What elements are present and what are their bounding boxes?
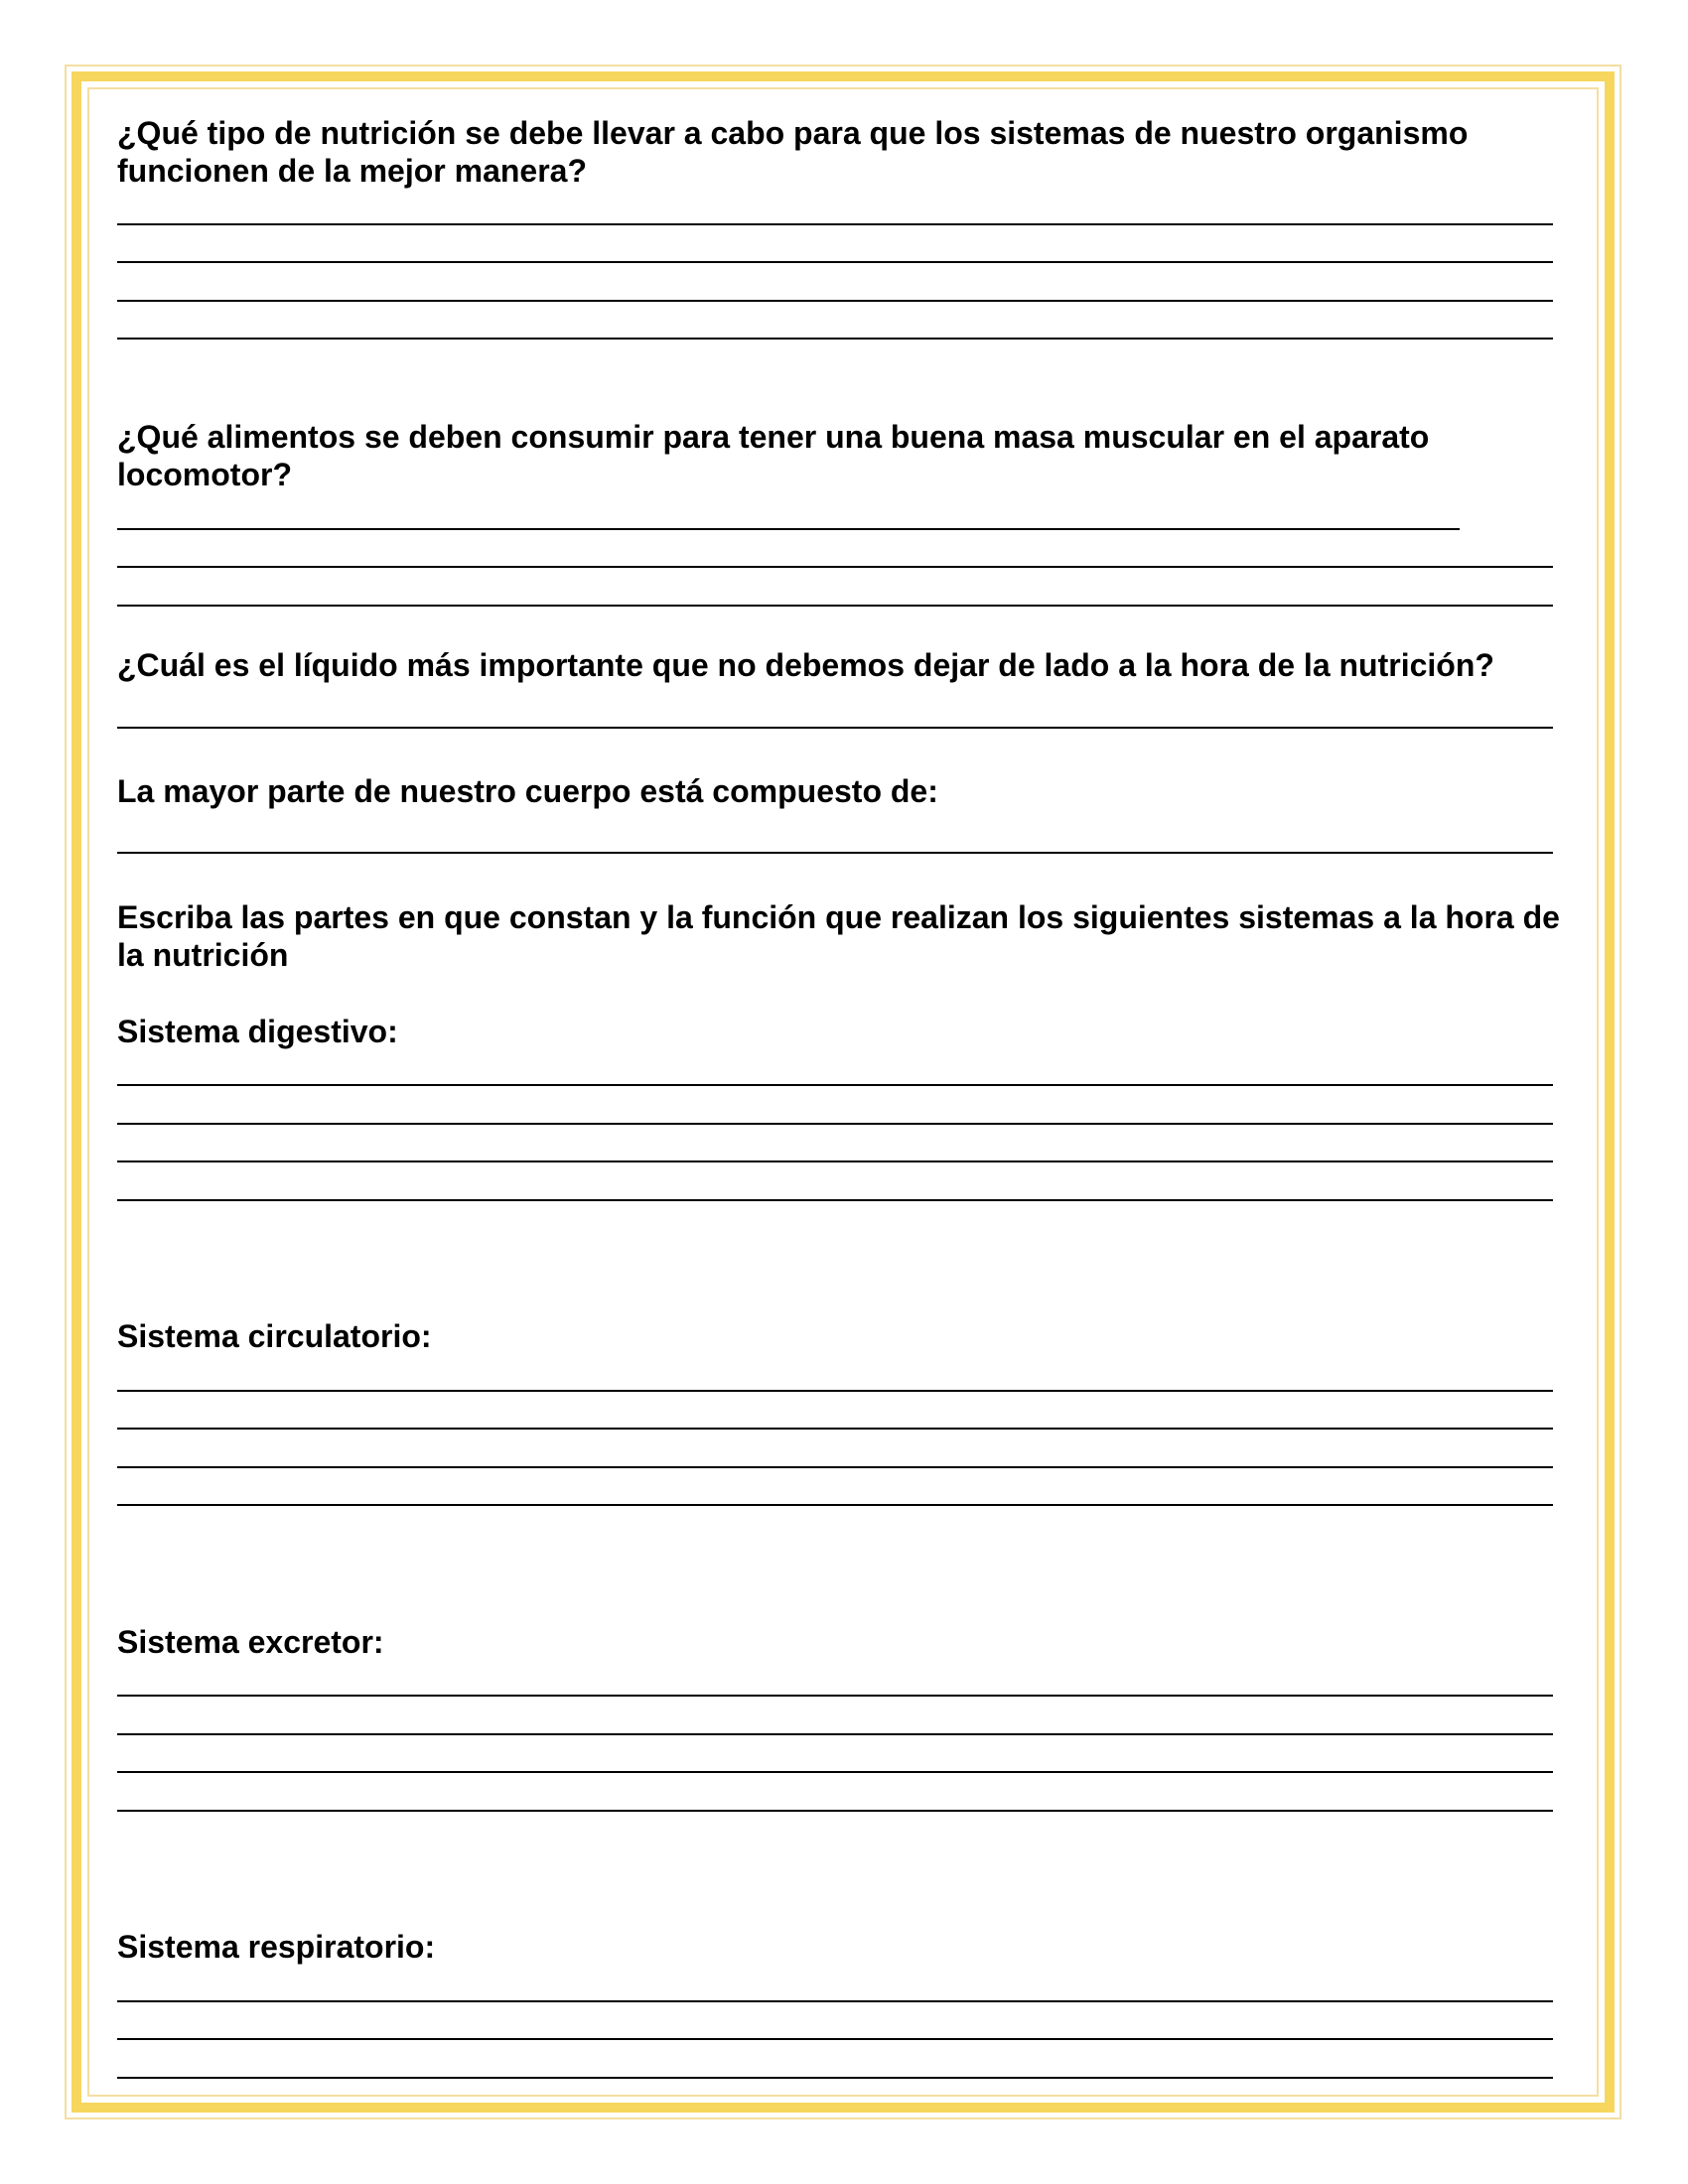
question-systems-instructions: Escriba las partes en que constan y la función que realizan los siguientes sistemas a la hora de la nutrición bbox=[117, 899, 1560, 973]
system-respiratory-label: Sistema respiratorio: bbox=[117, 1929, 436, 1965]
answer-line[interactable] bbox=[117, 1428, 1553, 1430]
answer-line[interactable] bbox=[117, 338, 1553, 340]
answer-line[interactable] bbox=[117, 1733, 1553, 1735]
answer-line[interactable] bbox=[117, 528, 1460, 530]
page-border-inner bbox=[87, 87, 1599, 2097]
answer-line[interactable] bbox=[117, 1810, 1553, 1812]
question-muscle-foods: ¿Qué alimentos se deben consumir para tener una buena masa muscular en el aparato locomotor? bbox=[117, 419, 1430, 492]
answer-line[interactable] bbox=[117, 1084, 1553, 1086]
question-important-liquid: ¿Cuál es el líquido más importante que no debemos dejar de lado a la hora de la nutrición? bbox=[117, 647, 1494, 683]
system-excretory-label: Sistema excretor: bbox=[117, 1624, 384, 1660]
answer-line[interactable] bbox=[117, 2077, 1553, 2079]
answer-line[interactable] bbox=[117, 261, 1553, 263]
answer-line[interactable] bbox=[117, 2038, 1553, 2040]
answer-line[interactable] bbox=[117, 1123, 1553, 1125]
system-digestive-label: Sistema digestivo: bbox=[117, 1014, 398, 1049]
answer-line[interactable] bbox=[117, 1695, 1553, 1697]
question-nutrition-type: ¿Qué tipo de nutrición se debe llevar a cabo para que los sistemas de nuestro organismo funcionen de la mejor manera? bbox=[117, 115, 1469, 189]
answer-line[interactable] bbox=[117, 852, 1553, 854]
answer-line[interactable] bbox=[117, 1466, 1553, 1468]
answer-line[interactable] bbox=[117, 1504, 1553, 1506]
answer-line[interactable] bbox=[117, 566, 1553, 568]
answer-line[interactable] bbox=[117, 300, 1553, 302]
answer-line[interactable] bbox=[117, 1390, 1553, 1392]
answer-line[interactable] bbox=[117, 605, 1553, 607]
answer-line[interactable] bbox=[117, 727, 1553, 729]
answer-line[interactable] bbox=[117, 223, 1553, 225]
answer-line[interactable] bbox=[117, 1199, 1553, 1201]
answer-line[interactable] bbox=[117, 1771, 1553, 1773]
system-circulatory-label: Sistema circulatorio: bbox=[117, 1318, 432, 1354]
answer-line[interactable] bbox=[117, 1160, 1553, 1162]
answer-line[interactable] bbox=[117, 2000, 1553, 2002]
question-body-composition: La mayor parte de nuestro cuerpo está compuesto de: bbox=[117, 773, 938, 809]
